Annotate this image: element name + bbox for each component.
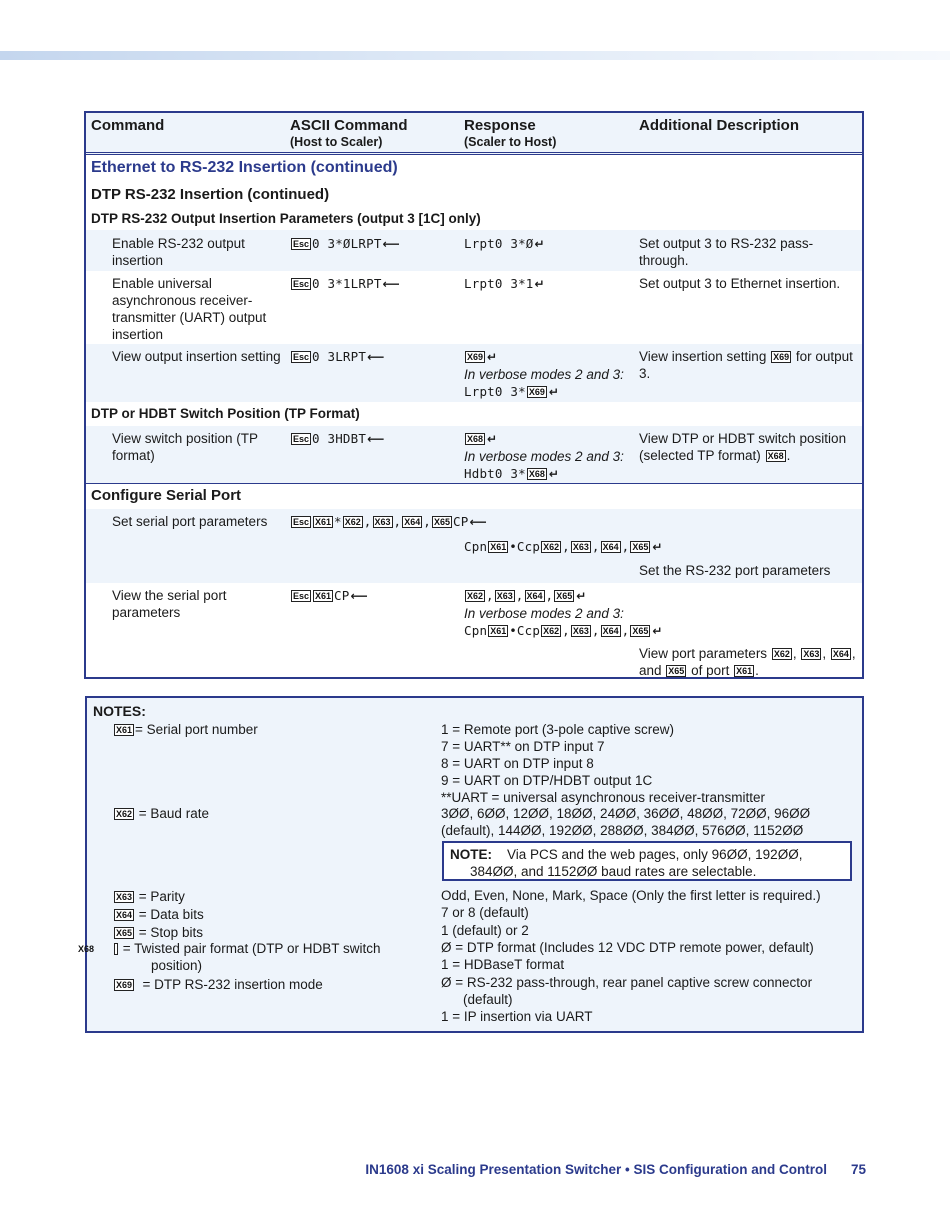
- esc-key: Esc: [293, 352, 310, 362]
- page-footer: [365, 1162, 866, 1177]
- note-x61-label: X61 = Serial port number: [116, 722, 258, 737]
- esc-key: Esc: [293, 279, 310, 289]
- enter-arrow-icon: ⟵: [350, 589, 368, 603]
- enter-arrow-icon: ⟵: [382, 237, 400, 251]
- table-row: [86, 426, 862, 484]
- enter-arrow-icon: ⟵: [367, 432, 385, 446]
- table-row: [86, 344, 862, 402]
- note-x68-values: Ø = DTP format (Includes 12 VDC DTP remote power, default) 1 = HDBaseT format: [441, 940, 814, 972]
- header-command: Command: [91, 117, 165, 134]
- enter-arrow-icon: ⟵: [469, 515, 487, 529]
- section-serial-port: Configure Serial Port: [91, 487, 242, 504]
- table-row: [86, 509, 862, 583]
- note-x69-values: Ø = RS-232 pass-through, rear panel captive screw connector (default) 1 = IP insertion via UART: [441, 975, 813, 1024]
- desc-view-switch: View DTP or HDBT switch position (selected TP format) X68 .: [639, 431, 847, 463]
- return-icon: ↵: [652, 540, 663, 554]
- header-ascii-sub: (Host to Scaler): [290, 135, 383, 149]
- top-accent-bar: [0, 51, 950, 60]
- header-response-title: Response: [464, 117, 536, 134]
- note-x65-value: 1 (default) or 2: [441, 923, 529, 938]
- desc-view-insertion: View insertion setting X69 for output 3.: [639, 349, 853, 381]
- resp-view-switch: X68 ↵ In verbose modes 2 and 3: Hdbt0 3* X68 ↵: [464, 432, 624, 481]
- note-x63-label: X63 = Parity: [116, 889, 185, 904]
- ascii-view-switch: Esc 0 3HDBT⟵: [293, 431, 385, 446]
- section-title: Ethernet to RS-232 Insertion (continued): [91, 159, 398, 176]
- note-x62-values: 3ØØ, 6ØØ, 12ØØ, 18ØØ, 24ØØ, 36ØØ, 48ØØ, 72ØØ, 96ØØ (default), 144ØØ, 192ØØ, 288ØØ, 384ØØ, 576ØØ, 1152ØØ: [441, 806, 811, 838]
- footer-title: IN1608 xi Scaling Presentation Switcher • SIS Configuration and Control: [365, 1162, 827, 1177]
- cmd-enable-rs232: Enable RS-232 output insertion: [112, 236, 245, 268]
- header-response-sub: (Scaler to Host): [464, 135, 557, 149]
- return-icon: ↵: [534, 277, 545, 291]
- baud-rate-note: NOTE: Via PCS and the web pages, only 96ØØ, 192ØØ, 384ØØ, and 1152ØØ baud rates are selectable.: [442, 841, 852, 881]
- enter-arrow-icon: ⟵: [367, 350, 385, 364]
- esc-key: Esc: [293, 434, 310, 444]
- ascii-set-serial: Esc X61 * X62 , X63 , X64 , X65 CP⟵: [293, 514, 487, 529]
- desc-view-serial: View port parameters X62 , X63 , X64 , and X65 of port X61 .: [639, 646, 856, 678]
- return-icon: ↵: [534, 237, 545, 251]
- ascii-enable-uart: Esc 0 3*1LRPT⟵: [293, 276, 400, 291]
- header-description: Additional Description: [639, 117, 800, 134]
- notes-title: NOTES:: [93, 703, 146, 719]
- resp-enable-rs232: Lrpt0 3*Ø↵: [464, 236, 545, 251]
- note-x62-label: X62 = Baud rate: [116, 806, 209, 821]
- table-row: [86, 583, 862, 677]
- note-x65-label: X65 = Stop bits: [116, 925, 203, 940]
- desc-enable-rs232: Set output 3 to RS-232 pass-through.: [639, 236, 814, 268]
- subsection-dtp-insertion: DTP RS-232 Insertion (continued): [91, 186, 330, 203]
- return-icon: ↵: [487, 432, 498, 446]
- return-icon: ↵: [487, 350, 498, 364]
- resp-set-serial: Cpn X61 •Ccp X62 , X63 , X64 , X65 ↵: [464, 539, 663, 554]
- note-x68-label: X68 = Twisted pair format (DTP or HDBT switch position): [78, 941, 381, 973]
- page-number: 75: [850, 1162, 866, 1177]
- note-x69-label: X69 = DTP RS-232 insertion mode: [116, 977, 323, 992]
- esc-key: Esc: [293, 239, 310, 249]
- table-row: [86, 271, 862, 344]
- notes-box: [78, 696, 864, 1033]
- cmd-view-serial: View the serial port parameters: [112, 588, 227, 620]
- table-header: [86, 113, 862, 155]
- note-x61-values: 1 = Remote port (3-pole captive screw) 7 = UART** on DTP input 7 8 = UART on DTP input 8 9 = UART on DTP/HDBT output 1C **UART = universal asynchronous receiver-transmitter: [441, 722, 766, 805]
- note-x64-value: 7 or 8 (default): [441, 905, 529, 920]
- header-ascii: [290, 117, 408, 151]
- return-icon: ↵: [548, 385, 559, 399]
- enter-arrow-icon: ⟵: [382, 277, 400, 291]
- return-icon: ↵: [576, 589, 587, 603]
- return-icon: ↵: [548, 467, 559, 481]
- resp-view-serial: X62 , X63 , X64 , X65 ↵ In verbose modes 2 and 3: Cpn X61 •Ccp X62 , X63 , X64 , X65 ↵: [464, 588, 663, 638]
- subsection-output-params: DTP RS-232 Output Insertion Parameters (output 3 [1C] only): [91, 211, 481, 226]
- return-icon: ↵: [652, 624, 663, 638]
- resp-enable-uart: Lrpt0 3*1↵: [464, 276, 545, 291]
- note-x64-label: X64 = Data bits: [116, 907, 204, 922]
- command-table: [84, 111, 864, 679]
- desc-enable-uart: Set output 3 to Ethernet insertion.: [639, 276, 841, 291]
- cmd-view-insertion: View output insertion setting: [112, 349, 281, 364]
- cmd-enable-uart: Enable universal asynchronous receiver-transmitter (UART) output insertion: [112, 276, 267, 342]
- cmd-view-switch: View switch position (TP format): [112, 431, 258, 463]
- note-x63-value: Odd, Even, None, Mark, Space (Only the first letter is required.): [441, 888, 821, 903]
- ascii-enable-rs232: Esc 0 3*ØLRPT⟵: [293, 236, 400, 251]
- ascii-view-insertion: Esc 0 3LRPT⟵: [293, 349, 385, 364]
- subsection-switch-position: DTP or HDBT Switch Position (TP Format): [91, 406, 360, 421]
- resp-view-insertion: X69 ↵ In verbose modes 2 and 3: Lrpt0 3* X69 ↵: [464, 350, 624, 399]
- ascii-view-serial: Esc X61 CP⟵: [293, 588, 368, 603]
- header-response: [464, 117, 556, 151]
- table-row: [86, 230, 862, 271]
- cmd-set-serial: Set serial port parameters: [112, 514, 268, 529]
- desc-set-serial: Set the RS-232 port parameters: [639, 563, 831, 578]
- header-ascii-title: ASCII Command: [290, 117, 408, 134]
